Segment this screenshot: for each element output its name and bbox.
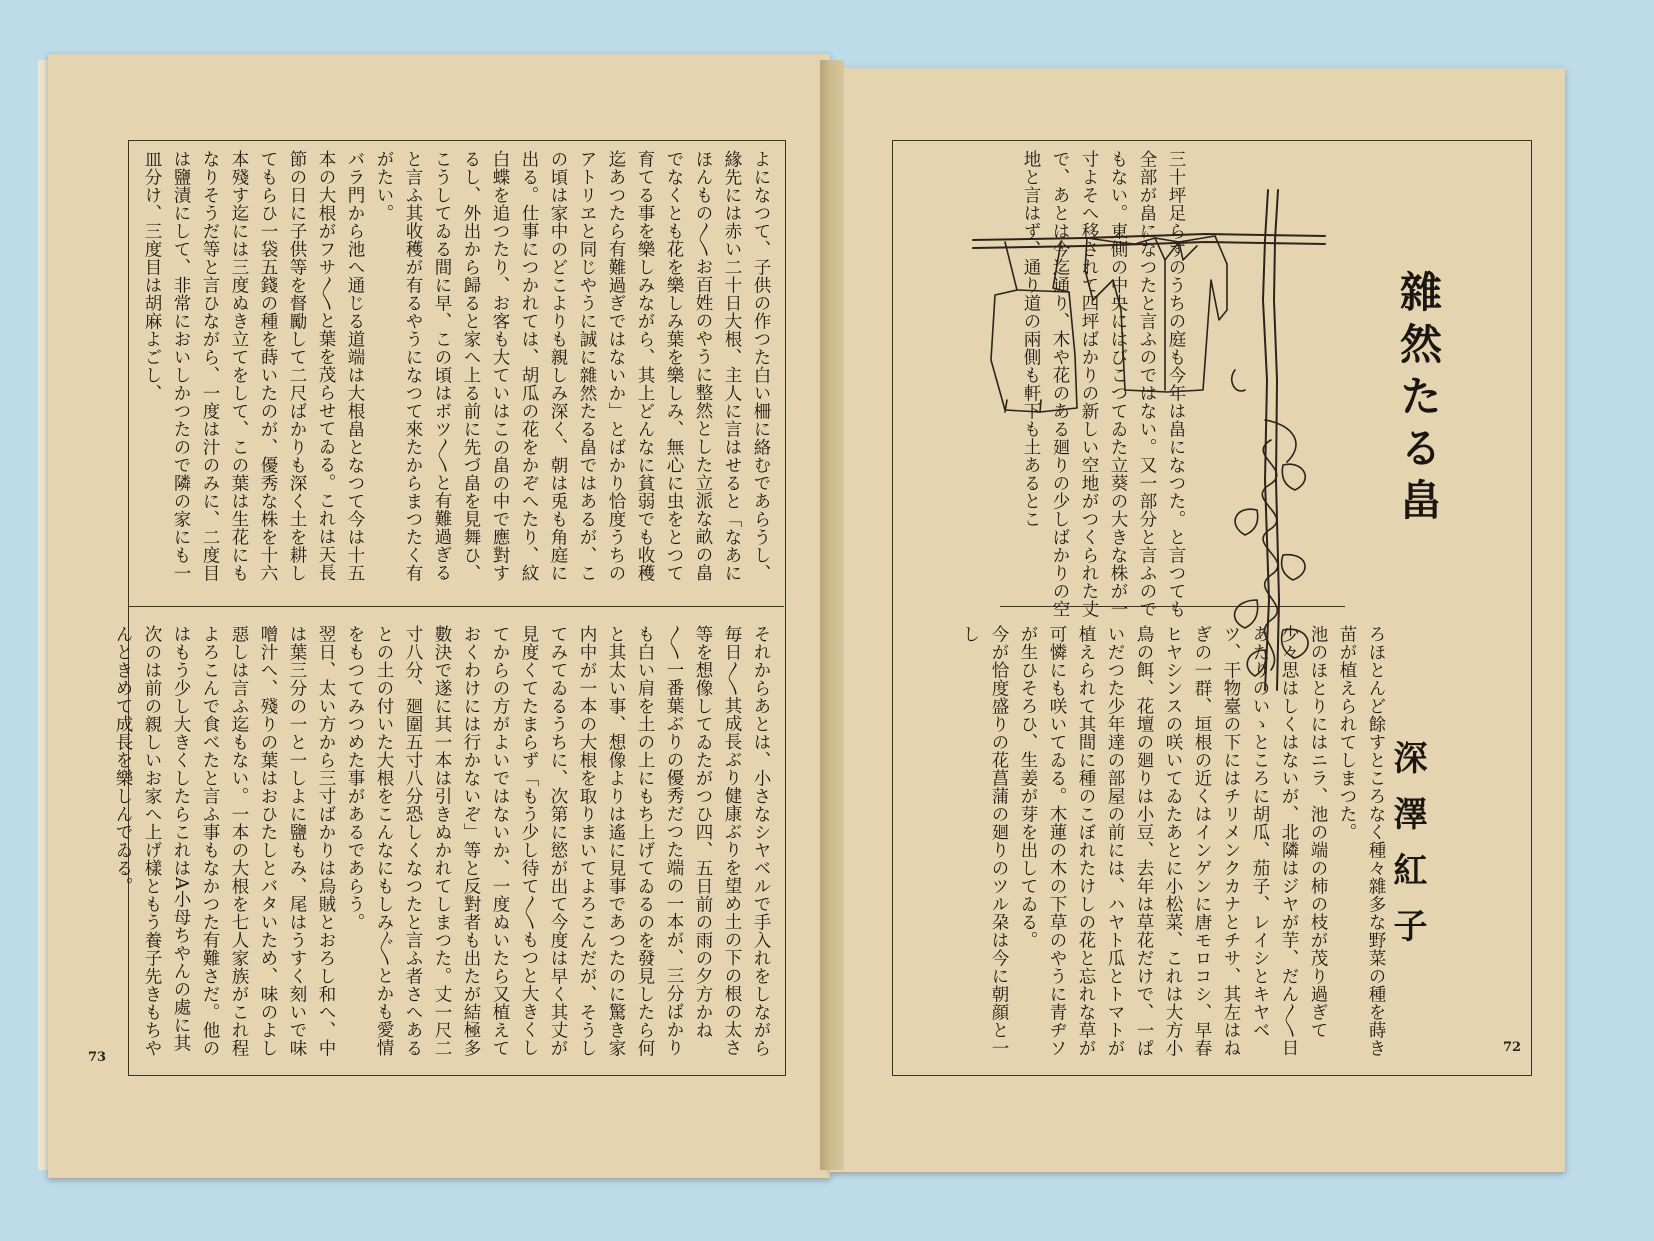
- article-title: 雜然たる畠: [1394, 270, 1443, 530]
- book-gutter: [820, 60, 844, 1170]
- left-top-text: よになつて、子供の作つた白い柵に絡むであらうし、緣先には赤い二十日大根、主人に言はせると「なあにほんもの〳〵お百姓のやうに整然とした立派な畝の畠でなくとも花を樂しみ葉を樂しみ、無心に虫をとつて育てる事を樂しみながら、其上どんなに貧弱でも收穫迄あつたら有難過ぎではないか」とばかり恰度うちのアトリヱと同じやうに誠に雜然たる畠ではあるが、この頃は家中のどこよりも親しみ深く、朝は兎も角庭に出る。仕事につかれては、胡瓜の花をかぞへたり、紋白蝶を追つたり、お客も大ていはこの畠の中で應對するし、外出から歸ると家へ上る前に先づ畠を見舞ひ、こうしてゐる間に早、この頃はボツ〳〵と有難過ぎると言ふ其收穫が有るやうになつて來たからまつたく有がたい。 バラ門から池へ通じる道端は大根畠となつて今は十五本の大根がフサ〳〵と葉を茂らせてゐる。これは天長節の日に子供等を督勵して二尺ばかりも深く土を耕してもらひ一袋五錢の種を蒔いたのが、優秀な株を十六本殘す迄には三度ぬき立てをして、この葉は生花にもなりそうだ等と言ひながら、一度は汁のみに、二度目は鹽漬にして、非常においしかつたので隣の家にも一皿分け、三度目は胡麻よごし、: [142, 150, 771, 582]
- laundry-illustration: [965, 180, 1355, 700]
- page-number-left: 73: [88, 1050, 107, 1065]
- left-bottom-text: それからあとは、小さなシヤベルで手入れをしながら毎日〳〵其成長ぶり健康ぶりを望め土の下の根の太さ等を想像してゐたがつひ四、五日前の雨の夕方かね〳〵一番葉ぶりの優秀だつた端の一本が、三分ばかりも白い肩を土の上にもち上げてゐるのを發見したら何と其太い事、想像よりは遙に見事であつたのに驚き家内中が一本の大根を取りまいてよろこんだが、そうしてみてゐるうちに、次第に慾が出て今度は早く其丈が見度くてたまらず「もう少し待て〳〵もつと大きくしてからの方がよいではないか、一度ぬいたら又植えておくわけには行かないぞ」等と反對者も出たが結極多數決で遂に其一本は引きぬかれてしまつた。丈一尺二寸八分、廻圍五寸八分恐しくなつたと言ふ者さへあるとの土の付いた大根をこんなにもしみ〴〵とかも愛情をもつてみつめた事があるであらう。 翌日、太い方から三寸ばかりは烏賊とおろし和へ、中は葉三分の一と一しよに鹽もみ、尾はうすく刻いで味噌汁へ、殘りの葉はおひたしとバタいため、味のよし惡しは言ふ迄もない。一本の大根を七人家族がこれ程よろこんで食べたと言ふ事もなかつた有難さだ。他のはもう少し大きくしたらこれはA小母ちやんの處に其次のは前の親しいお家へ上げ樣ともう養子先きもちやんときめて成長を樂しんでゐる。: [113, 625, 771, 1057]
- left-column-divider: [128, 606, 784, 607]
- article-author: 深澤紅子: [1387, 740, 1427, 964]
- right-bottom-text: ろほとんど餘すところなく種々雜多な野菜の種を蒔き苗が植えられてしまつた。 池のほとりにはニラ、池の端の柿の枝が茂り過ぎて少々思はしくはないが、北隣はジヤが芋、だん〳〵日あたりのいゝところに胡瓜、茄子、レイシとキヤベツ、干物臺の下にはチリメンクカナとチサ、其左はねぎの一群、垣根の近くはインゲンに唐モロコシ、早春ヒヤシンスの咲いてゐたあとに小松菜、これは大方小鳥の餌、花壇の廻りは小豆、去年は草花だけで、一ぱいだつた少年達の部屋の前には、ハヤト瓜とトマトが植えられて其間に種のこぼれたけしの花と忘れな草が可憐にも咲いてゐる。木蓮の木の下草のやうに青ヂソが生ひそろひ、生姜が芽を出してゐる。 今が恰度盛りの花菖蒲の廻りのツル朶は今に朝顔と一し: [960, 625, 1386, 1057]
- right-top-text: 三十坪足らずのうちの庭も今年は畠になつた。と言つても全部が畠になつたと言ふのではない。又一部分と言ふのでもない。東側の中央にはびこつてゐた立葵の大きな株が一寸よそへ移されて四坪ばかりの新しい空地がつくられた丈で、あとは今迄通り、木や花のある廻りの少しばかりの空地と言はず、通り道の兩側も軒下も土あるとこ: [1021, 150, 1186, 618]
- page-number-right: 72: [1503, 1040, 1522, 1055]
